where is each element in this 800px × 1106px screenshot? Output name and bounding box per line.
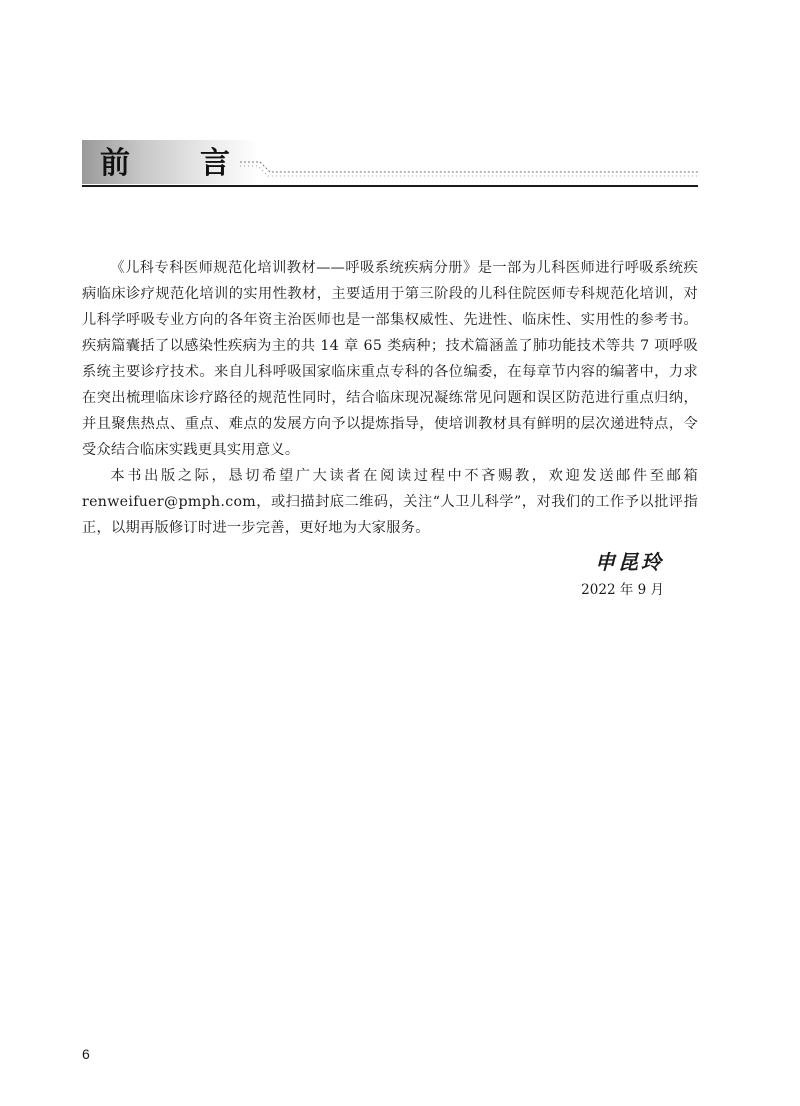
- page-title: [100, 138, 230, 182]
- page-title-char-2: 言: [200, 146, 230, 181]
- preface-body: [82, 255, 698, 541]
- heading-decorative-dots: [240, 160, 700, 188]
- page-title-char-1: 前: [100, 146, 130, 181]
- preface-paragraph-2: 本书出版之际，恳切希望广大读者在阅读过程中不吝赐教，欢迎发送邮件至邮箱 renweifuer@pmph.com，或扫描封底二维码，关注“人卫儿科学”，对我们的工作予以批评指正，以期再版修订时进一步完善，更好地为大家服务。: [82, 468, 698, 536]
- preface-date: 2022 年 9 月: [581, 582, 664, 598]
- preface-paragraph-1: 《儿科专科医师规范化培训教材——呼吸系统疾病分册》是一部为儿科医师进行呼吸系统疾病临床诊疗规范化培训的实用性教材，主要适用于第三阶段的儿科住院医师专科规范化培训，对儿科学呼吸专业方向的各年资主治医师也是一部集权威性、先进性、临床性、实用性的参考书。疾病篇囊括了以感染性疾病为主的共 14 章 65 类病种；技术篇涵盖了肺功能技术等共 7 项呼吸系统主要诊疗技术。来自儿科呼吸国家临床重点专科的各位编委，在每章节内容的编著中，力求在突出梳理临床诊疗路径的规范性同时，结合临床现况凝练常见问题和误区防范进行重点归纳，并且聚焦热点、重点、难点的发展方向予以提炼指导，使培训教材具有鲜明的层次递进特点，令受众结合临床实践更具实用意义。: [82, 260, 698, 458]
- author-signature: 申昆玲: [595, 550, 664, 574]
- heading-underline: [82, 185, 698, 187]
- page-number: 6: [82, 1046, 90, 1062]
